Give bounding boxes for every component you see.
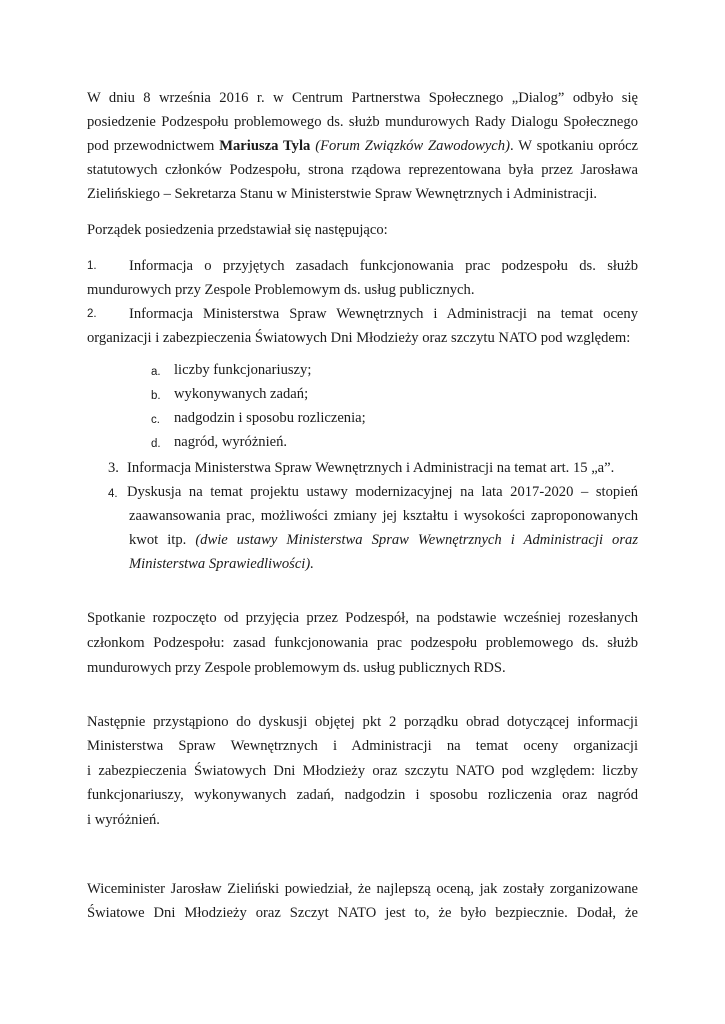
subitem-d-letter: d. (151, 438, 161, 450)
subitem-d-text: nagród, wyróżnień. (174, 434, 288, 450)
subitem-b-letter: b. (151, 390, 161, 402)
agenda-item4-note: (dwie ustawy Ministerstwa Spraw Wewnętrznych i Administracji oraz (195, 532, 638, 548)
agenda-item4-line2: zaawansowania prac, możliwości zmiany jej kształtu i wysokości zaproponowanych (129, 508, 638, 524)
para1-line3-pre: pod przewodnictwem (87, 138, 220, 154)
para4-line2: Ministerstwa Spraw Wewnętrznych i Administracji na temat oceny organizacji (87, 738, 638, 754)
subitem-a-letter: a. (151, 366, 161, 378)
para1-line2: posiedzenie Podzespołu problemowego ds. służb mundurowych Rady Dialogu Społecznego (87, 114, 638, 130)
para5-line2: Światowe Dni Młodzieży oraz Szczyt NATO jest to, że było bezpiecznie. Dodał, że (87, 905, 638, 921)
agenda-item1-line1: Informacja o przyjętych zasadach funkcjonowania prac podzespołu ds. służb (129, 258, 638, 274)
chairman-affiliation: (Forum Związków Zawodowych) (315, 138, 510, 154)
agenda-item4-line4: Ministerstwa Sprawiedliwości). (129, 556, 314, 572)
agenda-item1-number: 1. (87, 260, 97, 272)
agenda-item4-line1: Dyskusja na temat projektu ustawy modernizacyjnej na lata 2017-2020 – stopień (127, 484, 638, 500)
para4-line1: Następnie przystąpiono do dyskusji objętej pkt 2 porządku obrad dotyczącej informacji (87, 714, 638, 730)
subitem-b-text: wykonywanych zadań; (174, 386, 309, 402)
para3-line3: mundurowych przy Zespole problemowym ds. usług publicznych RDS. (87, 660, 506, 676)
para3-line1: Spotkanie rozpoczęto od przyjęcia przez Podzespół, na podstawie wcześniej rozesłanych (87, 610, 638, 626)
agenda-item2-number: 2. (87, 308, 97, 320)
chairman-name: Mariusza Tyla (219, 138, 311, 154)
para5-line1: Wiceminister Jarosław Zieliński powiedział, że najlepszą oceną, jak zostały zorganizowane (87, 881, 638, 897)
para4-line3: i zabezpieczenia Światowych Dni Młodzieży oraz szczytu NATO pod względem: liczby (87, 763, 638, 779)
agenda-item2-line1: Informacja Ministerstwa Spraw Wewnętrznych i Administracji na temat oceny (129, 306, 638, 322)
agenda-item4-number: 4. (108, 488, 118, 500)
agenda-item3-number: 3. (108, 460, 119, 476)
subitem-c-text: nadgodzin i sposobu rozliczenia; (174, 410, 366, 426)
para4-line5: i wyróżnień. (87, 812, 160, 828)
para1-line3 (87, 136, 638, 156)
para1-line5: Zielińskiego – Sekretarza Stanu w Ministerstwie Spraw Wewnętrznych i Administracji. (87, 186, 598, 202)
subitem-c-letter: c. (151, 414, 160, 426)
para1-line1: W dniu 8 września 2016 r. w Centrum Partnerstwa Społecznego „Dialog” odbyło się (87, 90, 638, 106)
para3-line2: członkom Podzespołu: zasad funkcjonowania prac podzespołu problemowego ds. służb (87, 635, 638, 651)
agenda-item1-line2: mundurowych przy Zespole Problemowym ds. usług publicznych. (87, 282, 475, 298)
agenda-intro: Porządek posiedzenia przedstawiał się następująco: (87, 222, 388, 238)
para1-line3-post: . W spotkaniu oprócz (509, 138, 639, 154)
subitem-a-text: liczby funkcjonariuszy; (174, 362, 312, 378)
para1-line4: statutowych członków Podzespołu, strona rządowa reprezentowana była przez Jarosława (87, 162, 638, 178)
para4-line4: funkcjonariuszy, wykonywanych zadań, nadgodzin i sposobu rozliczenia oraz nagród (87, 787, 638, 803)
agenda-item4-line3: kwot itp. (dwie ustawy Ministerstwa Spraw Wewnętrznych i Administracji oraz (129, 532, 638, 548)
agenda-item3-text: Informacja Ministerstwa Spraw Wewnętrznych i Administracji na temat art. 15 „a”. (127, 460, 615, 476)
agenda-item2-line2: organizacji i zabezpieczenia Światowych Dni Młodzieży oraz szczytu NATO pod względem: (87, 330, 631, 346)
